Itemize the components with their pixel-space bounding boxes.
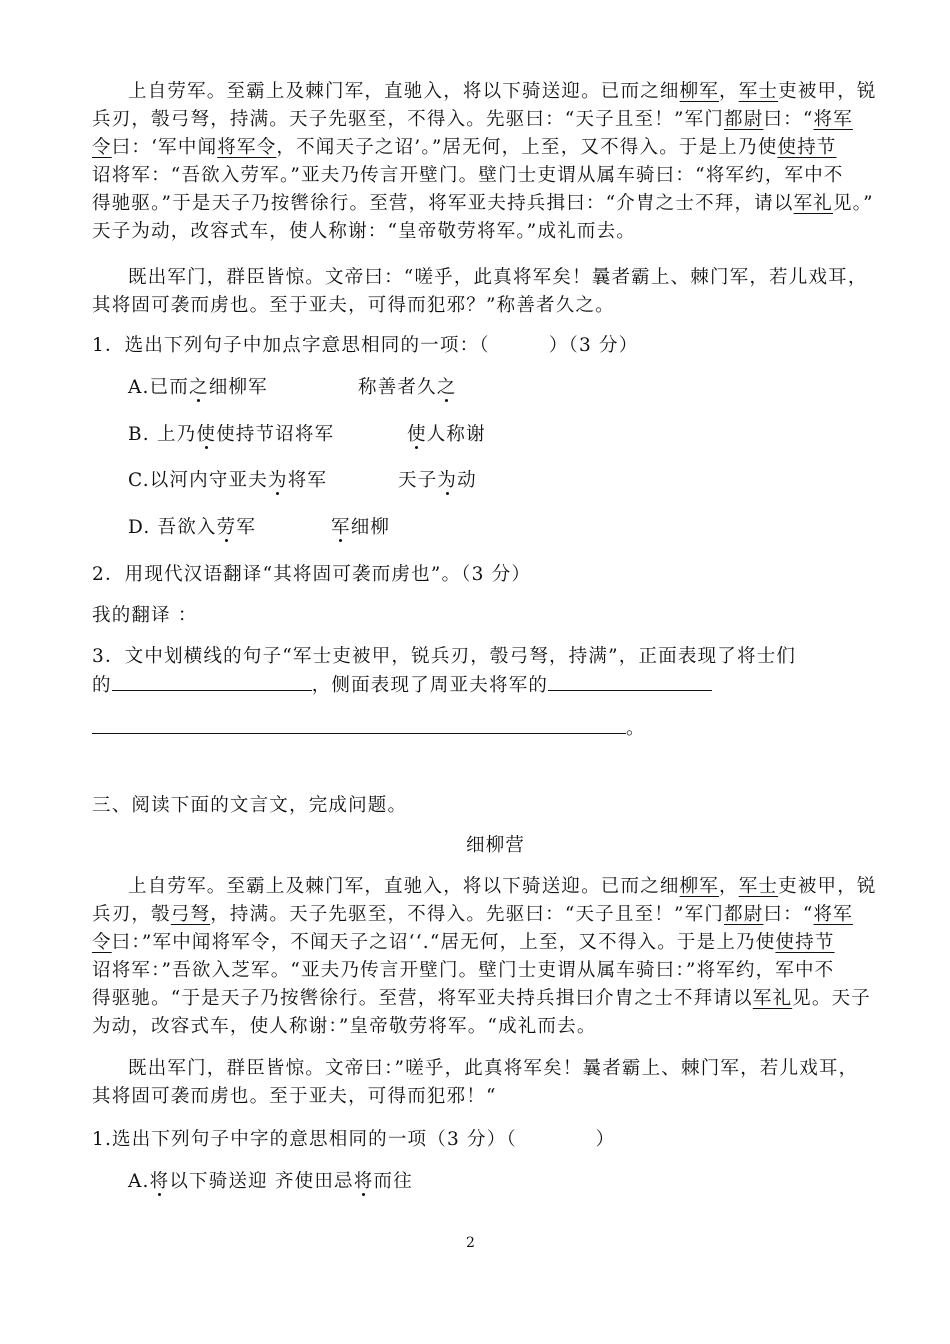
passage1-line: 既出军门，群臣皆惊。文帝曰：“嗟乎，此真将军矣！曩者霸上、棘门军，若儿戏耳， xyxy=(128,267,868,288)
option-a-right: 称善者久之 xyxy=(358,377,457,398)
option-c-left: C.以河内守亚夫为将军 xyxy=(128,470,328,491)
passage2-line: 诏将军：”吾欲入芝军。“亚夫乃传言开壁门。壁门士吏谓从属车骑曰：”将军约，军中不 xyxy=(92,960,835,981)
question-2-stem: 2．用现代汉语翻译“其将固可袭而虏也”。（3 分） xyxy=(92,564,532,585)
passage1-line: 上自劳军。至霸上及棘门军，直驰入，将以下骑送迎。已而之细柳军，军士吏被甲，锐 xyxy=(128,81,877,102)
section-heading: 三、阅读下面的文言文，完成问题。 xyxy=(92,795,408,816)
option-d-left: D. 吾欲入劳军 xyxy=(128,517,257,538)
passage1-line: 其将固可袭而虏也。至于亚夫，可得而犯邪？”称善者久之。 xyxy=(92,295,615,316)
answer-blank[interactable] xyxy=(92,713,626,734)
passage1-line: 兵刃，彀弓弩，持满。天子先驱至，不得入。先驱曰：“天子且至！”军门都尉曰：“将军 xyxy=(92,109,853,130)
answer-label: 我的翻译 ： xyxy=(92,605,198,626)
passage2-line: 令曰：”军中闻将军令，不闻天子之诏‘‘.“居无何，上至，又不得入。于是上乃使使持节 xyxy=(92,932,835,953)
option-b-left: B. 上乃使使持节诏将军 xyxy=(128,424,335,445)
option-a-left: A.已而之细柳军 xyxy=(128,377,268,398)
passage-title: 细柳营 xyxy=(466,835,526,856)
answer-blank[interactable] xyxy=(548,670,712,691)
passage1-line: 得驰驱。”于是天子乃按辔徐行。至营，将军亚夫持兵揖曰：“介胄之士不拜，请以军礼见。” xyxy=(92,193,874,214)
answer-blank[interactable] xyxy=(112,670,312,691)
option-d-right: 军细柳 xyxy=(331,517,391,538)
passage1-line: 诏将军：“吾欲入劳军。”亚夫乃传言开壁门。壁门士吏谓从属车骑曰：“将军约，军中不 xyxy=(92,165,844,186)
option-b-right: 使人称谢 xyxy=(407,424,486,445)
question-3-stem: 3．文中划横线的句子“军士吏被甲，锐兵刃，彀弓弩，持满”，正面表现了将士们 xyxy=(92,646,797,667)
option-a: A.将以下骑送迎 齐使田忌将而往 xyxy=(128,1171,413,1192)
passage2-line: 上自劳军。至霸上及棘门军，直驰入，将以下骑送迎。已而之细柳军，军士吏被甲，锐 xyxy=(128,876,877,897)
page-number: 2 xyxy=(466,1235,475,1251)
passage2-line: 兵刃，彀弓弩，持满。天子先驱至，不得入。先驱曰：“天子且至！”军门都尉曰：“将军 xyxy=(92,904,853,925)
question-3-blanks: 的 ，侧面表现了周亚夫将军的 xyxy=(92,670,712,700)
question-3-blank-line: 。 xyxy=(92,713,646,743)
passage2-line: 其将固可袭而虏也。至于亚夫，可得而犯邪！“ xyxy=(92,1086,497,1107)
question-1-stem: 1．选出下列句子中加点字意思相同的一项：（ ）（3 分） xyxy=(92,335,639,356)
passage2-line: 既出军门，群臣皆惊。文帝曰：”嗟乎，此真将军矣！曩者霸上、棘门军，若儿戏耳， xyxy=(128,1058,859,1079)
passage1-line: 令曰：‘军中闻将军令，不闻天子之诏’。”居无何，上至，又不得入。于是上乃使使持节 xyxy=(92,137,837,158)
option-c-right: 天子为动 xyxy=(398,470,477,491)
passage1-line: 天子为动，改容式车，使人称谢：“皇帝敬劳将军。”成礼而去。 xyxy=(92,221,636,242)
passage2-line: 为动，改容式车，使人称谢：”皇帝敬劳将军。“成礼而去。 xyxy=(92,1016,597,1037)
passage2-line: 得驱驰。“于是天子乃按辔徐行。至营，将军亚夫持兵揖曰介胄之士不拜请以军礼见。天子 xyxy=(92,988,871,1009)
question-4-stem: 1.选出下列句子中字的意思相同的一项（3 分）（ ） xyxy=(92,1129,616,1150)
